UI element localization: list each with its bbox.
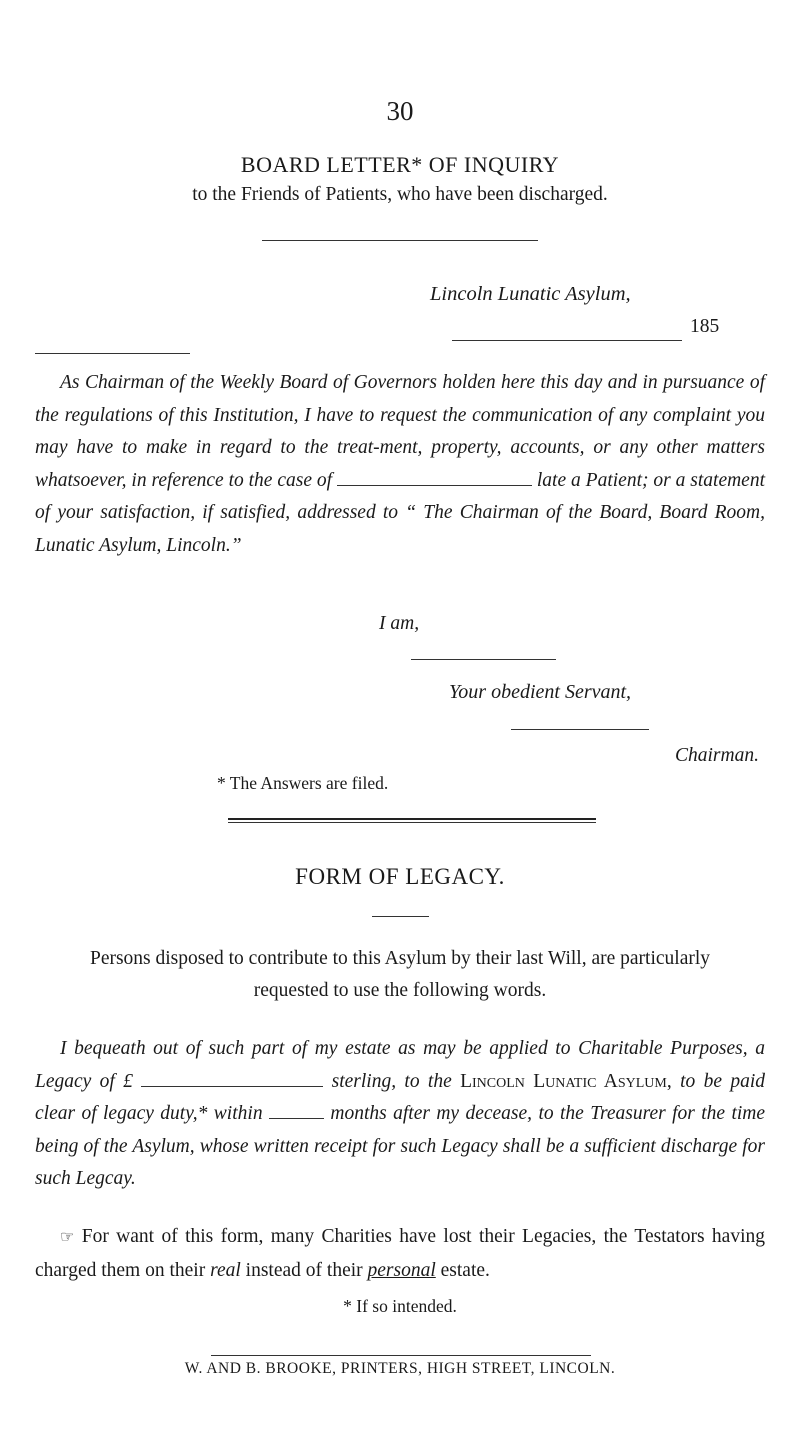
legacy-form-part4: months after my decease, to the Treasurer for the time being of the Asylum, whose written receipt for such Legacy shall be a sufficient discharge for such Legcay.	[35, 1103, 766, 1189]
legacy-note	[35, 1221, 765, 1287]
divider	[35, 353, 190, 354]
signature-title: Chairman.	[675, 745, 759, 766]
divider	[211, 1355, 591, 1356]
date-year-suffix: 185	[690, 316, 720, 337]
pointing-hand-icon: ☞	[60, 1229, 75, 1246]
letter-body	[35, 367, 765, 562]
printer-imprint: W. AND B. BROOKE, PRINTERS, HIGH STREET, LINCOLN.	[184, 1360, 616, 1377]
institution-line: Lincoln Lunatic Asylum,	[430, 283, 631, 305]
months-blank	[269, 1117, 324, 1119]
letter-footnote: * The Answers are filed.	[217, 773, 389, 793]
amount-blank	[141, 1085, 323, 1087]
valediction: Your obedient Servant,	[449, 681, 632, 703]
letter-body-part1: As Chairman of the Weekly Board of Governors holden here this day and in pursuance of the regulations of this Institution, I have to request the communication of any complaint you may have to make in regard to the treat-ment, property, accounts, or any other matters whatsoever, in reference to the case of	[35, 372, 765, 491]
section-divider	[228, 818, 596, 820]
divider	[262, 240, 538, 241]
legacy-institution: Lincoln Lunatic Asylum,	[460, 1070, 672, 1092]
legacy-form	[35, 1033, 765, 1196]
legacy-intro: Persons disposed to contribute to this Asylum by their last Will, are particularly requested to use the following words.	[89, 948, 711, 1001]
legacy-form-part3: to be paid clear of legacy duty,* within	[35, 1070, 765, 1124]
legacy-form-part1: I bequeath out of such part of my estate as may be applied to Charitable Purposes, a Legacy of £	[35, 1038, 765, 1092]
legacy-note-part2: instead of their	[245, 1259, 363, 1281]
signature-line	[511, 729, 649, 730]
page-number: 30	[386, 96, 414, 126]
closing: I am,	[379, 613, 420, 634]
divider	[411, 659, 556, 660]
board-letter-title: BOARD LETTER* OF INQUIRY	[240, 152, 560, 177]
section-divider	[228, 822, 596, 823]
legacy-title: FORM OF LEGACY.	[295, 864, 505, 889]
date-blank	[452, 340, 682, 341]
legacy-note-part1: For want of this form, many Charities have lost their Legacies, the Testators having charged them on their	[35, 1226, 765, 1281]
legacy-note-personal: personal	[367, 1259, 436, 1281]
legacy-form-part2: sterling, to the	[331, 1070, 452, 1092]
divider	[372, 916, 429, 917]
legacy-note-real: real	[210, 1259, 241, 1281]
letter-body-part2: late a Patient; or a statement of your satisfaction, if satisfied, addressed to “ The Chairman of the Board, Board Room, Lunatic Asylum, Lincoln.”	[35, 469, 766, 556]
legacy-footnote: * If so intended.	[343, 1296, 457, 1316]
board-letter-subtitle: to the Friends of Patients, who have been discharged.	[192, 184, 608, 205]
legacy-note-part3: estate.	[440, 1259, 490, 1281]
patient-name-blank	[337, 484, 532, 486]
